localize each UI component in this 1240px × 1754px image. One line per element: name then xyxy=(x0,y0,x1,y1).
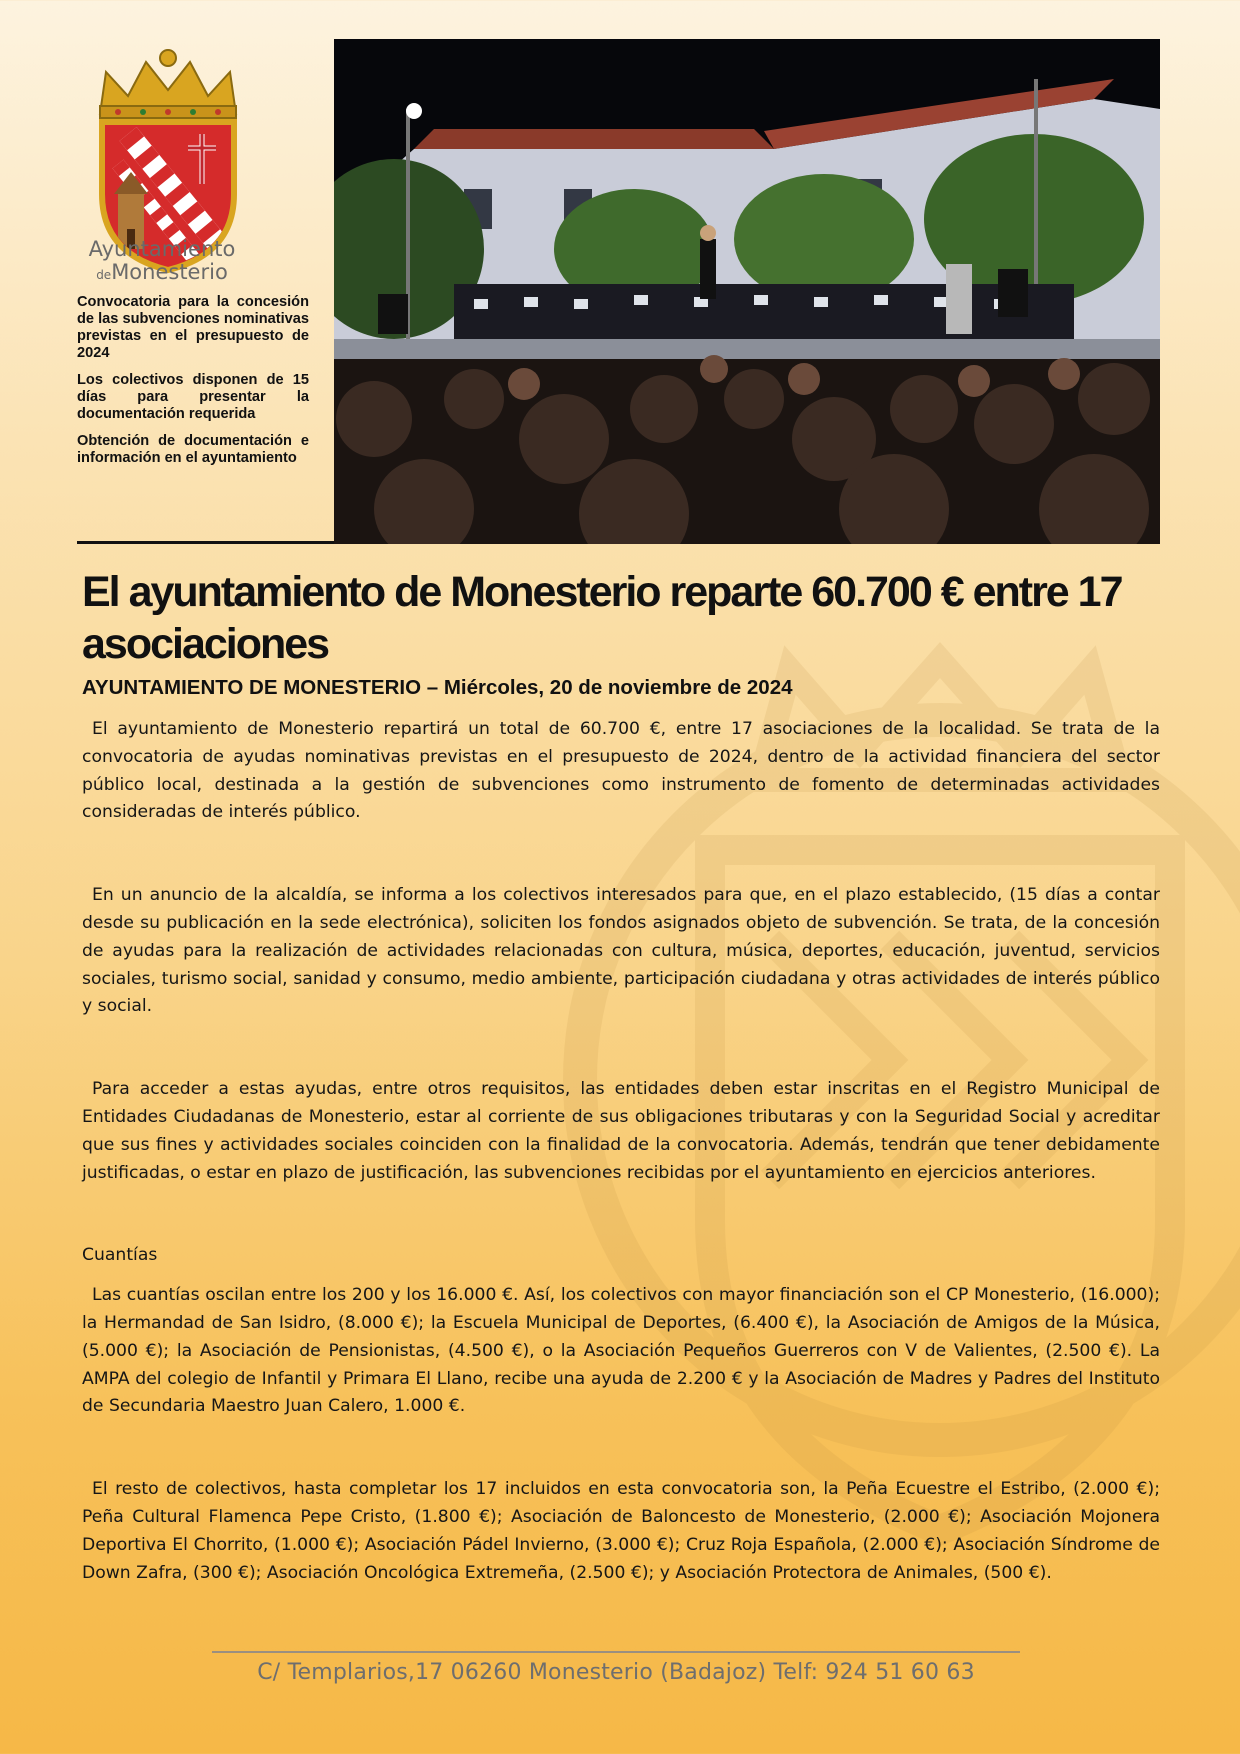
highlight-item: Los colectivos disponen de 15 días para presentar la documentación requerida xyxy=(77,372,309,422)
article-paragraph: En un anuncio de la alcaldía, se informa a los colectivos interesados para que, en el plazo establecido, (15 días a contar desde su publicación en la sede electrónica), soliciten los fondos asignados objeto de subvención. Se trata, de la concesión de ayudas para la realización de actividades relacionadas con cultura, música, deportes, educación, juventud, servicios sociales, turismo social, sanidad y consumo, medio ambiente, participación ciudadana y otras actividades de interés público y social. xyxy=(82,885,1160,1017)
logo-line-2-prefix: de xyxy=(96,268,112,282)
logo-line-1: Ayuntamiento xyxy=(88,237,236,261)
article-headline: El ayuntamiento de Monesterio reparte 60.700 € entre 17 asociaciones xyxy=(82,568,1122,668)
sidebar-highlights xyxy=(77,294,309,477)
article-paragraph: Para acceder a estas ayudas, entre otros requisitos, las entidades deben estar inscritas en el Registro Municipal de Entidades Ciudadanas de Monesterio, estar al corriente de sus obligaciones tributaras y con la Seguridad Social y acreditar que sus fines y actividades sociales coinciden con la finalidad de la convocatoria. Además, tendrán que tener debidamente justificadas, o estar en plazo de justificación, las subvenciones recibidas por el ayuntamiento en ejercicios anteriores. xyxy=(82,1079,1160,1183)
logo-wordmark xyxy=(62,238,262,287)
article-paragraph: El resto de colectivos, hasta completar los 17 incluidos en esta convocatoria son, la Peña Ecuestre el Estribo, (2.000 €); Peña Cultural Flamenca Pepe Cristo, (1.800 €); Asociación de Baloncesto de Monesterio, (2.000 €); Asociación Mojonera Deportiva El Chorrito, (1.000 €); Asociación Pádel Invierno, (3.000 €); Cruz Roja Española, (2.000 €); Asociación Síndrome de Down Zafra, (300 €); Asociación Oncológica Extremeña, (2.500 €); y Asociación Protectora de Animales, (500 €). xyxy=(82,1479,1160,1583)
article-subheading: Cuantías xyxy=(82,1245,158,1266)
article-body xyxy=(82,716,1160,1587)
article-paragraph: Las cuantías oscilan entre los 200 y los 16.000 €. Así, los colectivos con mayor financiación son el CP Monesterio, (16.000); la Hermandad de San Isidro, (8.000 €); la Escuela Municipal de Deportes, (6.400 €), la Asociación de Amigos de la Música, (5.000 €); la Asociación de Pensionistas, (4.500 €), o la Asociación Pequeños Guerreros con V de Valientes, (2.500 €). La AMPA del colegio de Infantil y Primara El Llano, recibe una ayuda de 2.200 € y la Asociación de Madres y Padres del Instituto de Secundaria Maestro Juan Calero, 1.000 €. xyxy=(82,1285,1160,1417)
sidebar-divider xyxy=(77,541,336,544)
footer-divider xyxy=(212,1651,1020,1653)
footer-address: C/ Templarios,17 06260 Monesterio (Badajoz) Telf: 924 51 60 63 xyxy=(257,1660,975,1685)
highlight-item: Convocatoria para la concesión de las subvenciones nominativas previstas en el presupuesto de 2024 xyxy=(77,294,309,361)
article-byline: AYUNTAMIENTO DE MONESTERIO – Miércoles, 20 de noviembre de 2024 xyxy=(82,676,793,699)
logo-line-2-name: Monesterio xyxy=(111,260,228,284)
logo-line-2 xyxy=(62,261,262,287)
article-paragraph: El ayuntamiento de Monesterio repartirá un total de 60.700 €, entre 17 asociaciones de la localidad. Se trata de la convocatoria de ayudas nominativas previstas en el presupuesto de 2024, dentro de la actividad financiera del sector público local, destinada a la gestión de subvenciones como instrumento de fomento de determinadas actividades consideradas de interés público. xyxy=(82,719,1160,823)
highlight-item: Obtención de documentación e información en el ayuntamiento xyxy=(77,433,309,466)
concert-photo xyxy=(334,39,1160,544)
